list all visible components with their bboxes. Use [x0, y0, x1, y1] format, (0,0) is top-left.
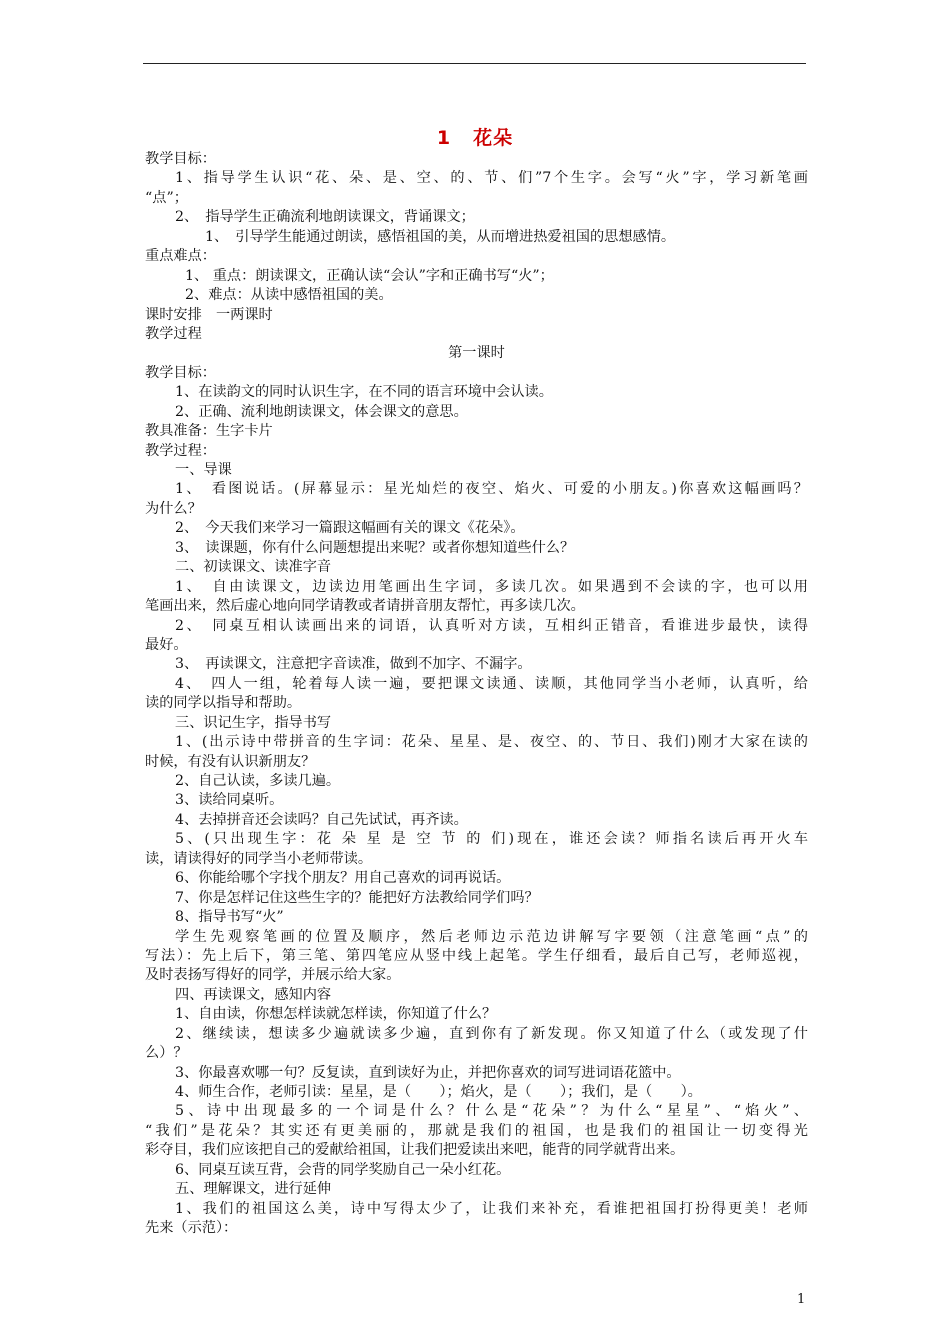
text-line: 教具准备：生字卡片 — [145, 423, 273, 440]
text-line: 及时表扬写得好的同学，并展示给大家。 — [145, 967, 401, 984]
text-line: 1、 自由读课文，边读边用笔画出生字词，多读几次。如果遇到不会读的字，也可以用 — [175, 578, 808, 595]
text-line: 8、指导书写“火” — [175, 909, 284, 926]
text-line: 4、 四人一组，轮着每人读一遍，要把课文读通、读顺，其他同学当小老师，认真听，给 — [175, 675, 808, 692]
text-line: 笔画出来，然后虚心地向同学请教或者请拼音朋友帮忙，再多读几次。 — [145, 598, 585, 615]
text-line: 3、 读课题，你有什么问题想提出来呢？或者你想知道些什么？ — [175, 539, 575, 556]
text-line: 2、 指导学生正确流利地朗读课文，背诵课文； — [175, 209, 475, 226]
document-body — [145, 150, 808, 1239]
text-line: 教学目标： — [145, 364, 216, 381]
text-line: 学生先观察笔画的位置及顺序，然后老师边示范边讲解写字要领（注意笔画“点”的 — [175, 928, 808, 945]
text-line: 四、再读课文，感知内容 — [175, 986, 332, 1003]
text-line: 4、师生合作，老师引读：星星，是（ ）；焰火，是（ ）；我们，是（ ）。 — [175, 1084, 702, 1100]
text-line: 时候，有没有认识新朋友？ — [145, 753, 316, 770]
text-line: 课时安排 一两课时 — [145, 306, 273, 323]
text-line: 6、同桌互读互背，会背的同学奖励自己一朵小红花。 — [175, 1161, 511, 1178]
title-number: 1 — [436, 127, 452, 149]
text-line: 2、继续读，想读多少遍就读多少遍，直到你有了新发现。你又知道了什么（或发现了什 — [175, 1025, 808, 1042]
text-line: 写法）：先上后下，第三笔、第四笔应从竖中线上起笔。学生仔细看，最后自己写，老师巡视， — [145, 947, 808, 964]
text-line: 五、理解课文，进行延伸 — [175, 1181, 332, 1198]
text-line: 1、在读韵文的同时认识生字，在不同的语言环境中会认读。 — [175, 384, 553, 401]
text-line: 7、你是怎样记住这些生字的？能把好方法教给同学们吗？ — [175, 889, 539, 906]
text-line: 1、指导学生认识“花、朵、是、空、的、节、们”7个生字。会写“火”字，学习新笔画 — [175, 170, 808, 187]
page-number: 1 — [797, 1292, 806, 1307]
text-line: 重点难点： — [145, 248, 216, 265]
text-line: 1、 引导学生能通过朗读，感悟祖国的美，从而增进热爱祖国的思想感情。 — [205, 228, 676, 245]
text-line: 教学过程 — [145, 325, 202, 342]
title-text: 花朵 — [473, 127, 514, 149]
text-line: 3、读给同桌听。 — [175, 792, 284, 809]
text-line: 2、自己认读，多读几遍。 — [175, 773, 341, 789]
text-line: 读的同学以指导和帮助。 — [145, 695, 302, 712]
text-line: 1、自由读，你想怎样读就怎样读，你知道了什么？ — [175, 1006, 497, 1023]
text-line: 为什么？ — [145, 500, 202, 517]
text-line: 彩夺目，我们应该把自己的爱献给祖国，让我们把爱读出来吧，能背的同学就背出来。 — [145, 1142, 685, 1159]
section-heading: 第一课时 — [448, 345, 505, 362]
text-line: 1、 看图说话。(屏幕显示：星光灿烂的夜空、焰火、可爱的小朋友。)你喜欢这幅画吗？ — [175, 481, 808, 498]
text-line: 2、 同桌互相认读画出来的词语，认真听对方读，互相纠正错音，看谁进步最快，读得 — [175, 617, 808, 634]
header-rule — [143, 63, 806, 64]
text-line: “点”； — [145, 189, 188, 206]
text-line: 2、难点：从读中感悟祖国的美。 — [185, 287, 393, 304]
text-line: 一、导课 — [175, 462, 232, 478]
page-title — [0, 123, 950, 150]
text-line: 读，请读得好的同学当小老师带读。 — [145, 850, 373, 867]
text-line: 教学过程： — [145, 442, 216, 459]
text-line: 3、 再读课文，注意把字音读准，做到不加字、不漏字。 — [175, 656, 532, 673]
text-line: 2、 今天我们来学习一篇跟这幅画有关的课文《花朵》。 — [175, 520, 525, 537]
text-line: “我们”是花朵？其实还有更美丽的，那就是我们的祖国，也是我们的祖国让一切变得光 — [145, 1122, 808, 1139]
text-line: 5、(只出现生字：花 朵 星 是 空 节 的 们)现在，谁还会读？师指名读后再开火车 — [175, 831, 808, 848]
text-line: 先来（示范）： — [145, 1220, 238, 1237]
text-line: 2、正确、流利地朗读课文，体会课文的意思。 — [175, 403, 468, 420]
text-line: 三、识记生字，指导书写 — [175, 714, 332, 731]
text-line: 最好。 — [145, 636, 188, 653]
text-line: 3、你最喜欢哪一句？反复读，直到读好为止，并把你喜欢的词写进词语花篮中。 — [175, 1064, 681, 1081]
text-line: 二、初读课文、读准字音 — [175, 559, 332, 576]
text-line: 1、我们的祖国这么美，诗中写得太少了，让我们来补充，看谁把祖国打扮得更美！老师 — [175, 1200, 808, 1217]
text-line: 1、 重点：朗读课文，正确认读“会认”字和正确书写“火”； — [185, 267, 554, 284]
text-line: 4、去掉拼音还会读吗？自己先试试，再齐读。 — [175, 811, 468, 828]
text-line: 5、诗中出现最多的一个词是什么？什么是“花朵”？为什么“星星”、“焰火”、 — [175, 1103, 808, 1120]
text-line: 么）？ — [145, 1045, 188, 1062]
text-line: 1、(出示诗中带拼音的生字词：花朵、星星、是、夜空、的、节日、我们)刚才大家在读的 — [175, 734, 808, 751]
text-line: 6、你能给哪个字找个朋友？用自己喜欢的词再说话。 — [175, 870, 511, 887]
text-line: 教学目标： — [145, 151, 216, 167]
